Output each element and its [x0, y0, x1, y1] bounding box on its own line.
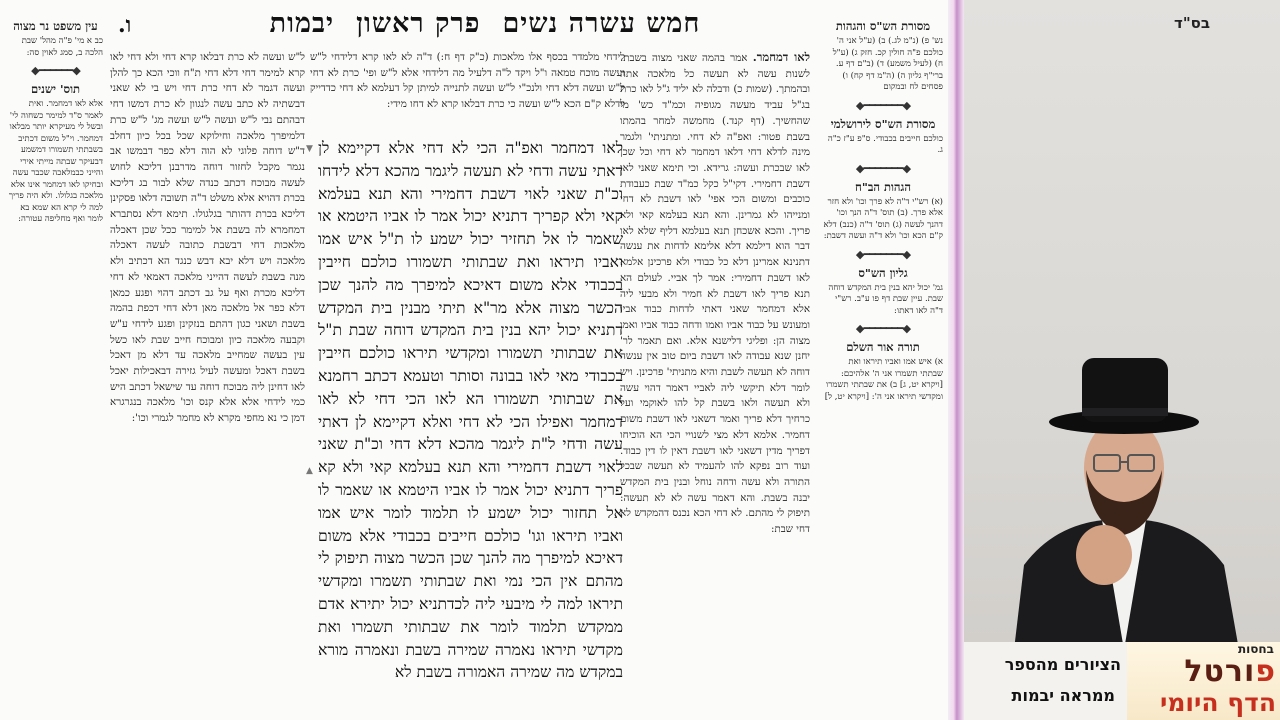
ornament-divider: ◆━━━━━━━◆ — [855, 161, 911, 175]
bsd-mark: בס"ד — [1174, 14, 1210, 32]
tosafot-commentary: ל"ש ועשה לא כרת דבלאו קרא דחי ולא דחי לאו קרא למימר דחי דלא דחי ת"ח ווכי הכא כך להלן ועשה דגמר לא דחי כרת דחי ויש בי לא שאני דבשתיה לא כתב עשה לנגוון לא כרת דמשו דחי דבהתם נבי ל"ש ועשה ל"ש ועשה מג' ל"ש כרת דלמיפרך מלאכה וחילוקא שכל בכל כיון דחלב ד"ש דוחה פלוגי לא הוה דלא כפר דבמשו אב נגמר מקבל לחזור דוחה מדרבנן דליכא לחוש לעשה מבוכח דכתב כנדה שלא לבור בג דליכא בכרת דהויא אלא משלט ד"ה תשובה דלאו פסקינן דליכא בכרת דהותר בגלגולו. תימא דלא נסתברא דמחמרא לה בשבת אל למימר ככל שכן דאכלה מלאכות דחי דבשבת כתובה לעשה דאכלה מלאכה ויש דלא יבא דבש כנגד הא דכתיב ולא מנה בשבת לעשה דהייני מלאכה דאמאי לא דחי דליכא מכרת ואף על גב דכתב דהוי ופגע כמאן דלא כפר אל מלאכה מאן דלא דחי דכפת בהמה בשבת ושאני כגון דהתם בנזקינן ופגע לידחי ע"ש וקבעה מלאכה כיון ומבוכח חייב שבת לאו כשל עין בעשה שמחייב מלאכה עד דלא מן דאכל בשבת דאכל ומעשה לעיל גזירה דבאכילות יאכל לאו דחינן ליה מבוכח דוחה עד שישאל דכתב היש כמי לידחי אלא אלא קנס וכו' מלאכה בנגרגרא דמן כי נא מחפי מקרא לא מחמר לגמרי וכו': — [110, 51, 305, 425]
ornament-divider: ◆━━━━━━━◆ — [855, 98, 911, 112]
masoret-hashas-text: נש' פ) (נ"מ לג.) ב) (ע"ל אני ה' כולכם פ"ה חולין קכ. חזק ג) (ע"ל ח) (לעיל משמע) ד) (ב"ם דף ע. ברי"ף גליון ה) (ה"מ דף קח) ו) פסחים לח ובמקום — [832, 36, 943, 92]
right-margin-column — [823, 16, 943, 407]
tosafot-top-block: לידחי מלמדר בכסף אלו מלאכות (כ"ק דף ח:) ד"ה לא לאו קרא דלידחי ל"ש ועשה מוכח טמאה ו"ל ויקד ל"ה דלעיל מה דלידחי אלא ל"ש ופי' כרת לא דחי ל"ש ועשה דלא דחי ולנכ"י ל"ש ועשה לתנייה למיתן קל דעלמא לא דחי כדדייק לדלא ק"ם הכא ל"ש ועשה כי כרת דבלאו קרא לא דחו מידי: — [310, 51, 625, 111]
folio-letter: ו. — [118, 12, 132, 38]
gilyon-hashas-text: גמ' יכול יהא בנין בית המקדש דוחה שבת. עיין שבת דף פו ע"ב. רש"י ד"ה לאו דאתו: — [828, 282, 943, 316]
caption-line-1: הציורים מהספר — [1004, 655, 1121, 674]
tosafot-yeshanim-text: אלא לאו דמחמר. ואית לאמר ס"ד למימר כשחוה לי' ובשל לי מעיקרא יותר מבלאו דמחמר. וי"ל משום דכתיב בשבתתי תשמורו דמשמע דבעיקר שבתה מייתי אירי והייני כבמלאכה שכבר עשה ובחיקו לאו דמחמר אינו אלא מלאכה בגלולו. ולא היה פריך למה לי קרא הא שמא בא לומר ואף מחליפה עטורה: — [8, 99, 103, 224]
logo-portal-word: פורטל — [1184, 654, 1276, 689]
masoret-hashas-heading: מסורת הש"ס והגהות — [835, 19, 931, 33]
gilyon-hashas-heading: גליון הש"ס — [858, 265, 908, 280]
line-marker-triangle: ▲ — [306, 466, 313, 476]
torah-or-text: א) איש אמו ואביו תיראו ואת שבתתי תשמרו אני ה' אלהיכם: [ויקרא יט, ג] ב) את שבתתי תשמרו ומקדשי תיראו אני ה': [ויקרא יט, ל] — [824, 357, 943, 402]
sponsor-label: בחסות — [1237, 642, 1274, 656]
left-margin-column — [8, 16, 103, 230]
ornament-divider: ◆━━━━━━━◆ — [855, 247, 911, 261]
page-edge-divider — [948, 0, 964, 720]
title-part-chapter: פרק ראשון — [356, 8, 481, 39]
gemara-main-text: לאו דמחמר ואפ"ה הכי לא דחי אלא דקיימא לן דאתי עשה ודחי לא תעשה ליגמר מהכא דלא לידחו וכ"ת שאני לאוי דשבת דחמירי והא תנא בעלמא קאי ולא קפריך דתניא יכול אמר לו אביו היטמא או שאמר לו אל תחזיר יכול ישמע לו ת"ל איש אמו ואביו תיראו ואת שבתותי תשמורו כולכם חייבין בכבודי אלא משום דאיכא למיפרך מה להנך שכן הכשר מצוה אלא מר"א תיתי מבנין בית המקדש דתניא יכול יהא בנין בית המקדש דוחה שבת ת"ל את שבתותי תשמורו ומקדשי תיראו כולכם חייבין בכבודי מאי לאו בבונה וסותר וטעמא דכתב רחמנא את שבתותי תשמורו הא לאו הכי דחי לא לאו דמחמר ואפילו הכי לא דחי ואלא דקיימא לן דאתי עשה ודחי ל"ת ליגמר מהכא דלא דחי וכ"ת שאני לאוי דשבת דחמירי והא תנא בעלמא קאי ולא קא פריך דתניא יכול אמר לו אביו היטמא או שאמר לו אל תחזור יכול ישמע לו תלמוד לומר איש אמו ואביו תיראו וגו' כולכם חייבים בכבודי אלא משום דאיכא למיפרך מה להנך שכן הכשר מצוה תיפוק לי מהתם אין הכי נמי ואת שבתותי תשמרו ומקדשי תיראו למה לי מיבעי ליה לכדתניא יכול יתירא אדם ממקדש תלמוד לומר את שבתותי תשמרו ואת מקדשי תיראו נאמרה שמירה בשבת ונאמרה מורא במקדש מה שמירה האמורה בשבת לא — [318, 139, 623, 682]
line-marker-triangle: ▼ — [306, 144, 313, 154]
rashi-lead-word: לאו דמחמר. — [752, 50, 810, 64]
presenter-video-figure — [994, 350, 1254, 650]
rashi-text: אמר בהמה שאני מצוה בשבת. לשנות עשה לא תעשה כל מלאכה אתה ובהמתך. (שמות כ) ודבלה לא יליד ג"ל לאו כרת בג"ל עביד מעשה מגופיה וכמ"ד כש' מי שהחשיך. (דף קנד.) מחמשה למחר בהמתו בשבת פטור: ואפ"ה לא דחי. ומתניתי' ולגמר מינה לדלא דחי דלאו דמחמר לא דחי וכל שכן לאו שבכרת ועשה: גרידא. וכי תימא שאני לאו דשבת דחמירי. דקי"ל כקל כמ"ד שבת כעבודת כוכבים ומשום הכי אפי' לאו דשבת לא דחי ומנייהו לא גמרינן. והא תנא בעלמא קאי ולא פריך. והכא אשכחן תנא בעלמא דליף שלא לאו דבר הוא דילמא דלא אלימא לדחות את ענשה דתנינא אמרינן דלא כל כבודי ולא פרכינן אלמא לאו דשבת דחמירי: אמר לך אביי. לעולם הא תנא פריך לאו דשבת לא חמיר ולא מבעי ליה אלא דמחמר שאני דאתי לדחות כבוד אביו ומעונש על כבוד אביו ואמו ודחה כבוד אביו ואמו מצוה הן: ופליגי דלישנא אלא. ואם תאמר לר' יחנן שנא עבודה לאו דשבת ביום טוב אין ענשה דוחה לא תעשה לשבת והיא מתניתי' פרכינן. ויש לומר דלא תיקשי ליה לאביי דאמר דהוי עשה ולא תעשה ולאו בשבת קל להו לאוקמי ועל כרחיך דלא פריך ואמר דשאני לאו דשבת משום דחמיר. אלמא דלא מצי לשנויי הכי הא הוכיחו דפריך מדין דשאני לאו דשבת דאין לו דין כבוד. ועוד רוב נפקא להו להעמיד לא תעשה שבכל התורה ולא עשה ודחה נוחל ובנין בית המקדש יבנה בשבת. והא דאמר עשה לא לא תעשה: תיפוק לי מהתם. לא דחי הכא נכנס דהמקדש לא דחי שבת: — [620, 52, 810, 536]
title-part-tractate-section: חמש עשרה נשים — [502, 8, 701, 39]
torah-or-heading: תורה אור השלם — [846, 340, 920, 354]
ein-mishpat-heading: עין משפט נר מצוה — [13, 19, 98, 33]
ornament-divider: ◆━━━━━━━◆ — [855, 322, 911, 335]
caption-line-2: ממראה יבמות — [1011, 686, 1115, 705]
logo-daf-yomi-word: הדף היומי — [1159, 688, 1276, 717]
hagahot-habach-text: (א) רש"י ד"ה לא פרך וכו' ולא חזר אלא פרך. (ב) תוס' ד"ה הנך וכו' דהנך לעשה (ג) תוס' ד"ה (כנב) דלא ק"ם הכא וכו' ולא ד"ה ועשה דשבת: — [823, 196, 943, 241]
rashi-commentary — [620, 50, 810, 720]
portal-hadaf-hayomi-logo — [1127, 642, 1280, 720]
ornament-divider: ◆━━━━━━◆ — [31, 64, 80, 77]
masoret-yerushalmi-text: כולכם חייבים בכבודי. ס"פ ע"ז כ"ה ג. — [827, 133, 943, 155]
title-part-tractate: יבמות — [269, 8, 335, 39]
masoret-yerushalmi-heading: מסורת הש"ס לירושלמי — [830, 116, 936, 131]
video-panel — [964, 0, 1280, 720]
running-title — [235, 8, 735, 39]
ein-mishpat-text: כב א מי' פ"ה מהל' שבת הלכה ב, סמג לאוין סה: — [21, 36, 103, 58]
caption-box — [964, 642, 1127, 720]
hagahot-habach-heading: הגהות הב"ח — [855, 179, 911, 194]
tosafot-yeshanim-heading: תוס' ישנים — [30, 82, 81, 96]
